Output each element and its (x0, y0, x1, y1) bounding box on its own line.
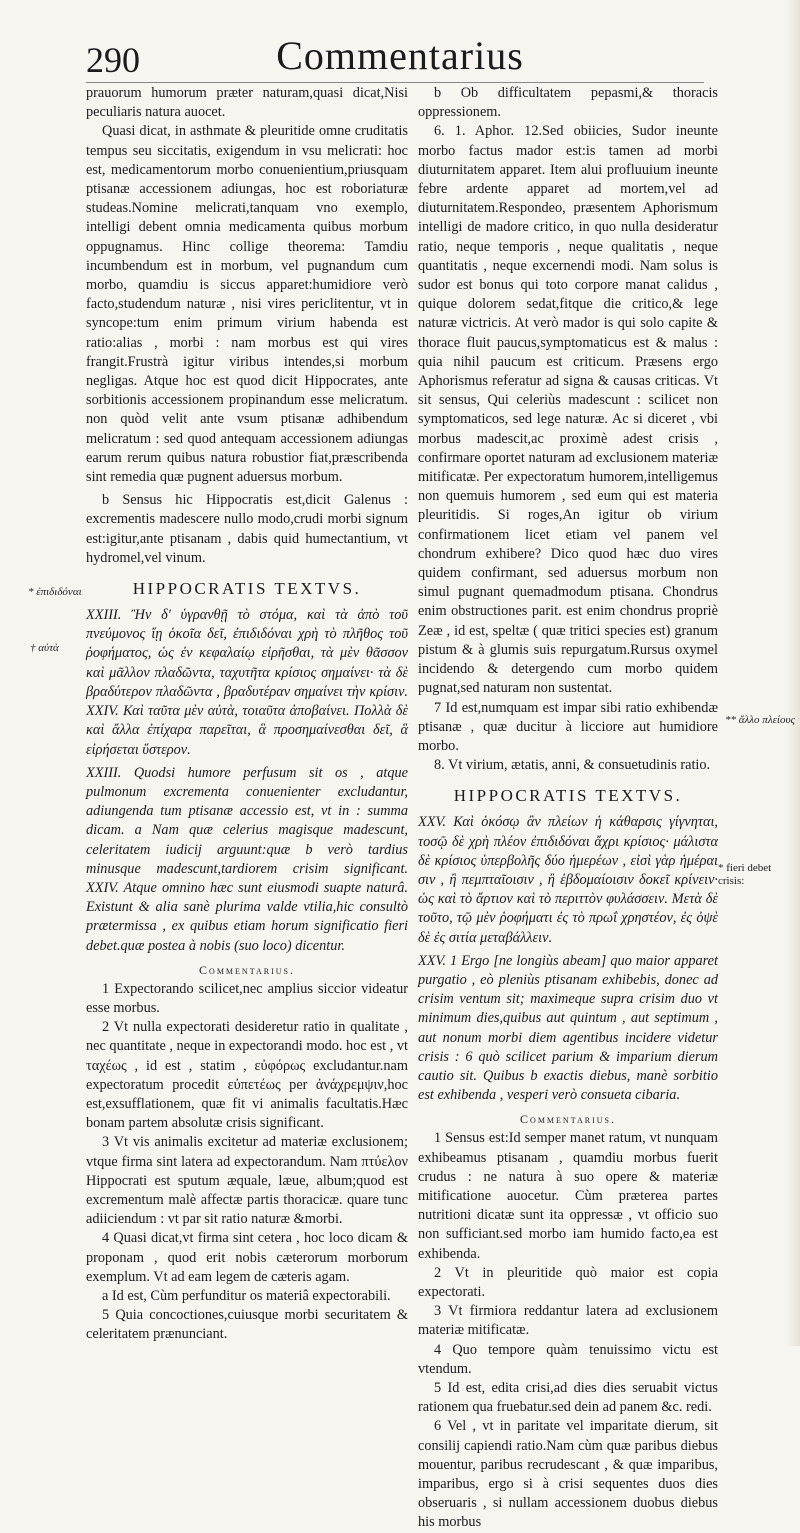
latin-text: XXV. 1 Ergo [ne longiùs abeam] quo maior apparet purgatio , eò pleniùs ptisanam exhibebis, donec ad crisim ventum sit; maximeque supra crisim duo vt minimum dies,quibus aut quintum , aut septimum , aut nonum morbi diem agentibus incidere videtur crisis : 6 quò scilicet parium & imparium dierum cautio sit. Quibus b exactis diebus, manè sorbitio est exhibenda , vesperi verò consueta cibaria. (418, 952, 718, 1104)
commentary-heading: Commentarius. (520, 1112, 616, 1127)
margin-note: ** ἄλλο πλείους (725, 714, 795, 726)
commentary-note: 5 Id est, edita crisi,ad dies dies seruabit victus rationem qua fruebatur.sed dein ad panem &c. redi. (418, 1380, 718, 1416)
paragraph: prauorum humorum præter naturam,quasi dicat,Nisi peculiaris natura auocet. (86, 85, 408, 121)
section-heading: HIPPOCRATIS TEXTVS. (132, 579, 362, 599)
running-title: Commentarius (276, 33, 524, 78)
greek-text: XXV. Καὶ ὁκόσῳ ἂν πλείων ἡ κάθαρσις γίγνηται, τοσῷ δὲ χρὴ πλέον ἐπιδιδόναι ἄχρι κρίσιος· μάλιστα δὲ κρίσιος ὑπερβολῆς δύο ἡμερέων , εἰσὶ γὰρ ἡμέραι σιν , ἢ πεμπταῖοισιν , ἢ ἑβδομαίοισιν δοκεῖ κρίνειν· ὡς καὶ τὸ ἄρτιον καὶ τὸ περιττὸν φυλάσσειν. Μετὰ δὲ τοῦτο, τῷ μὲν ῥοφήματι ἐς τὸ πρωΐ χρηστέον, ἐς ὀψὲ δὲ ἐς σιτία μεταβάλλειν. (418, 814, 718, 946)
paragraph: b Sensus hic Hippocratis est,dicit Galenus : excrementis madescere nullo modo,crudi morbi signum est:igitur,ante ptisanam , dabis quid humectantium, vt hydromel,vel vinum. (86, 492, 408, 566)
paragraph: 8. Vt virium, ætatis, anni, & consuetudinis ratio. (434, 757, 711, 774)
page-number: 290 (86, 40, 140, 80)
commentary-heading: Commentarius. (199, 962, 295, 977)
commentary-note: 4 Quasi dicat,vt firma sint cetera , hoc loco dicam & proponam , quod erit nobis cæterorum morborum exemplum. Vt ad eam legem de cæteris agam. (86, 1230, 408, 1285)
commentary-note: a Id est, Cùm perfunditur os materiâ expectorabili. (102, 1287, 391, 1304)
commentary-note: 2 Vt in pleuritide quò maior est copia expectorati. (418, 1264, 718, 1300)
paragraph: 6. 1. Aphor. 12.Sed obiicies, Sudor ineunte morbo factus mador est:is tamen ad morbi diuturnitatem apparet. Item alui profluuium ineunte febre ardente apparet ad mortem,vel ad diuturnitatem.Respondeo, præsentem Aphorismum intelligi de madore critico, in quo nulla desideratur ratio, neque temporis , neque qualitatis , neque quantitatis , neque excernendi modi. Nam solus is sudor est bonus qui toto corpore manat calidus , quique dolorem sedat,fitque die critico,& lege naturæ victricis. At verò mador is qui solo capite & thorace fluit paucus,symptomaticus est & malus : quia nihil paucum est criticum. Præsens ergo Aphorismus referatur ad signa & causas criticas. Vt sit sensus, Qui celeriùs madescunt : scilicet non symptomaticos, sed lege naturæ. Ac si diceret , vbi morbus madescit,ac proximè adest crisis , confirmare oportet naturam ad exclusionem materiæ mitificatæ. Per expectoratum humorem,intelligemus non quemuis humorem , sed eum qui est materia pleuritidis. Si roges,An igitur ob virium confirmationem licet etiam vel panem vel chondrum exhibere? Dico quod hæc duo vires quidem confirmant, sed aduersus morbum non simul pugnant quemadmodum ptisana. Chondrus enim obstructiones parit. est enim chondrus propriè Zeæ , id est, speltæ ( quæ tritici species est) granum pistum & à glumis suis repurgatum.Rursus oxymel incidendo & detergendo cum morbo quidem pugnat,sed naturam non sustentat. (418, 123, 718, 697)
page-edge (786, 0, 800, 1346)
latin-text: XXIII. Quodsi humore perfusum sit os , atque pulmonum excrementa conuenienter excludantur, adiungenda tum ptisanæ accessio est, vt in : summa dicam. a Nam quæ celerius magisque madescunt, celeritatem iudicij arguunt:quæ b verò tardius minusque madescunt,tardiorem crisim significant. XXIV. Atque omnino hæc sunt eiusmodi suapte naturâ. Existunt & alia sanè plurima valde vtilia,hic consultò prætermissa , ex quibus etiam horum significatio fieri debet.quæ postea à nobis (suo loco) dicentur. (86, 764, 408, 954)
commentary-note: 6 Vel , vt in paritate vel imparitate dierum, sit consilij capiendi ratio.Nam cùm quæ paribus diebus mouentur, paribus recrudescant , & quæ imparibus, imparibus, ergo si à crisi sequentes duos dies obseruaris , si nullam accessionem duobus diebus his morbus (418, 1418, 718, 1531)
right-column (418, 84, 718, 1533)
left-column (86, 84, 408, 1345)
commentary-note: 5 Quia concoctiones,cuiusque morbi securitatem & celeritatem prænunciant. (86, 1307, 408, 1343)
greek-text: XXIII. Ἢν δ' ὑγρανθῇ τὸ στόμα, καὶ τὰ ἀπὸ τοῦ πνεύμονος ἴῃ ὁκοῖα δεῖ, ἐπιδιδόναι χρὴ τὸ πλῆθος τοῦ ῥοφήματος, ὡς ἐν κεφαλαίῳ εἰρῆσθαι, τὰ μὲν θᾶσσον καὶ μᾶλλον πλαδῶντα, ταχυτῆτα κρίσιος σημαίνει· τὰ δὲ βραδύτερον πλαδῶντα , βραδυτέραν σημαίνει τὴν κρίσιν. XXIV. Καὶ ταῦτα μὲν αὐτὰ, τοιαῦτα ἀποβαίνει. Πολλὰ δὲ καὶ ἄλλα ἐπίχαρα παρεῖται, ἃ προσημαίνεσθαι δεῖ, ἃ εἰρήσεται ὕστερον. (86, 607, 408, 758)
commentary-note: 4 Quo tempore quàm tenuissimo victu est vtendum. (418, 1341, 718, 1377)
commentary-note: 1 Expectorando scilicet,nec amplius siccior videatur esse morbus. (86, 980, 408, 1016)
commentary-note: 2 Vt nulla expectorati desideretur ratio in qualitate , nec quantitate , neque in expectorandi modo. hoc est , vt ταχέως , id est , statim , εὐφόρως excludantur.nam expectoratum procedit εὐπετέως per ἀνάχρεμψιν,hoc est,exsufflationem, quæ fit vi animalis facultatis.Hæc bonam partem absolutæ crisis significant. (86, 1019, 408, 1132)
paragraph: Quasi dicat, in asthmate & pleuritide omne cruditatis tempus seu siccitatis, exigendum in vsu melicrati: hoc est, medicamentorum morbo conuenientium,priusquam ptisanæ accessionem adiungas, hoc est roboriaturæ studeas.Nomine melicrati,tanquam vno exemplo, intelligi debent omnia medicamenta quibus morbum oppugnamus. Hinc collige theorema: Tamdiu incumbendum est in morbum, vel pugnandum cum morbo, quamdiu is siccus apparet:humidiore verò facto,studendum naturæ , nisi vires periclitentur, vt in syncope:tum enim primum virium habenda est ratio:alias , morbi : nam morbus est qui vires frangit.Frustrà igitur viribus intendes,si morbum negligas. Atque hoc est quod dicit Hippocrates, ante sorbitionis accessionem propinandum esse melicratum. non quòd velit ante vsum ptisanæ adhibendum melicratum : sed quod antequam accessionem adiungas earum rerum quibus natura robustior fiat,præscribenda sint remedia quæ pugnent aduersus morbum. (86, 123, 408, 486)
margin-note: * ἐπιδιδόναι (28, 586, 82, 598)
commentary-note: 1 Sensus est:Id semper manet ratum, vt nunquam exhibeamus ptisanam , quamdiu morbus fuerit crudus : ne natura à suo opere & materiæ mitificatione auocetur. Cùm præterea partes nutritioni dicatæ sunt ita oppressæ , vt officio suo non sufficiant.sed morbo iam humido facto,ea est exhibenda. (418, 1130, 718, 1262)
margin-note: * fieri debet crisis: (718, 862, 772, 887)
header-rule (86, 82, 704, 83)
section-heading: HIPPOCRATIS TEXTVS. (453, 786, 683, 806)
margin-note: † αὐτὰ (30, 642, 59, 654)
commentary-note: 3 Vt firmiora reddantur latera ad exclusionem materiæ mitificatæ. (418, 1303, 718, 1339)
paragraph: 7 Id est,numquam est impar sibi ratio exhibendæ ptisanæ , quæ ducitur à licciore aut humidiore morbo. (418, 699, 718, 754)
paragraph: b Ob difficultatem pepasmi,& thoracis oppressionem. (418, 85, 718, 121)
commentary-note: 3 Vt vis animalis excitetur ad materiæ exclusionem; vtque firma sint latera ad expectorandum. Nam πτύελον Hippocrati est sputum æquale, læue, album;quod est excrementum malè affectæ partis thoracicæ. quare tunc adiiciendum : vt par sit ratio naturæ &morbi. (86, 1134, 408, 1228)
